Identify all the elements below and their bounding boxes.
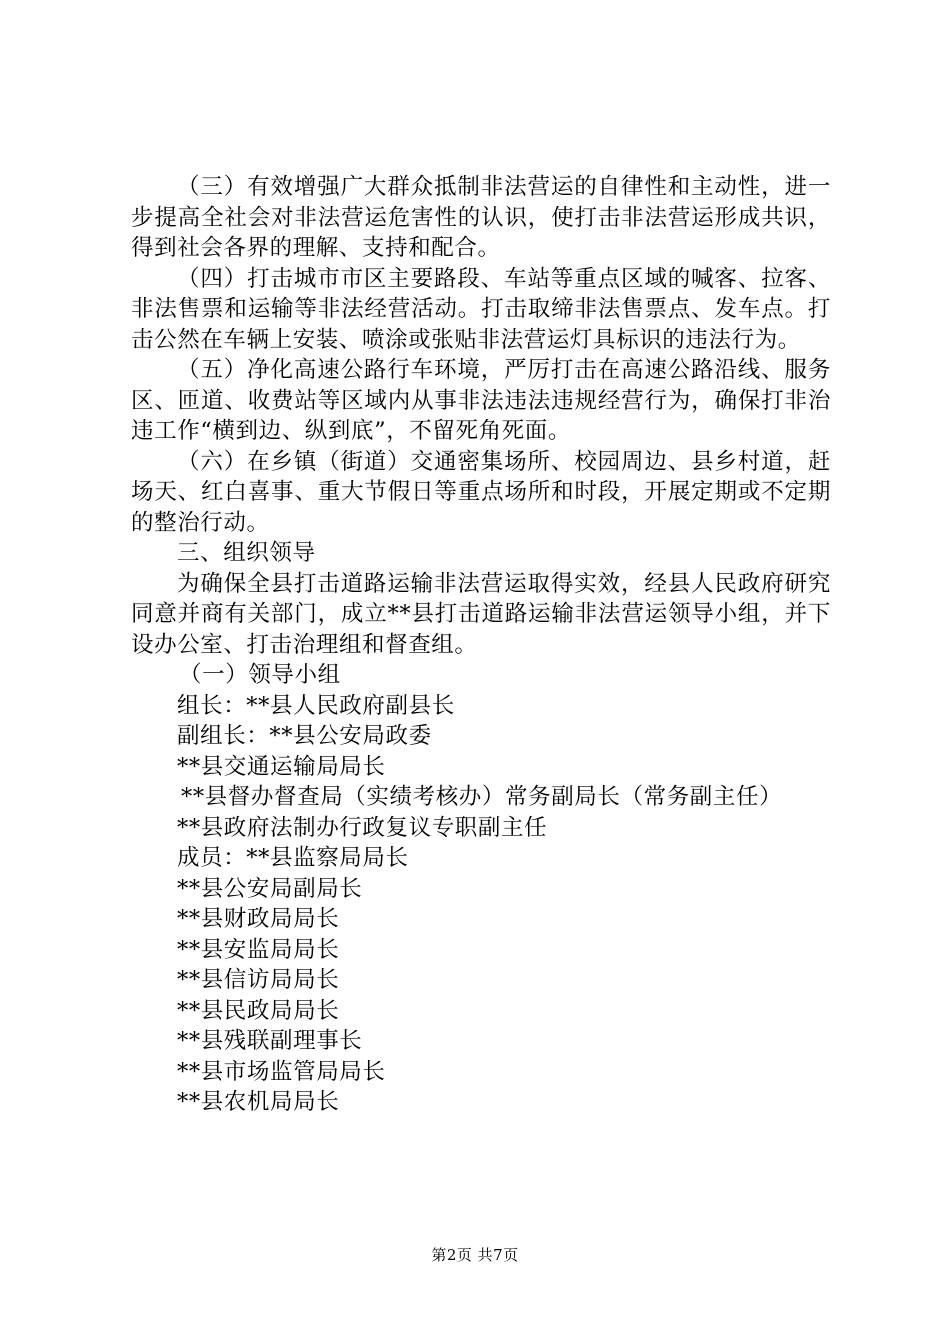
page-footer: 第2页 共7页 <box>431 1246 519 1264</box>
section-heading: 三、组织领导 <box>177 540 316 566</box>
deputy-line-transport: **县交通运输局局长 <box>177 753 386 780</box>
deputy-line-legal: **县政府法制办行政复议专职副主任 <box>177 814 548 841</box>
member-line: 成员：**县监察局局长 <box>177 845 409 871</box>
member-line: **县民政局局长 <box>177 997 340 1024</box>
paragraph-item-four: （四）打击城市市区主要路段、车站等重点区域的喊客、拉客、非法售票和运输等非法经营活动。打击取缔非法售票点、发车点。打击公然在车辆上安装、喷涂或张贴非法营运灯具标识的违法行为。 <box>131 265 831 353</box>
member-line: **县安监局局长 <box>177 936 340 963</box>
subheading-leadership-group: （一）领导小组 <box>179 662 341 688</box>
deputy-leader-line: 副组长：**县公安局政委 <box>177 723 432 749</box>
member-line: **县财政局局长 <box>177 906 340 932</box>
member-line: **县农机局局长 <box>177 1089 340 1115</box>
member-line: **县残联副理事长 <box>177 1028 363 1054</box>
paragraph-intro: 为确保全县打击道路运输非法营运取得实效，经县人民政府研究同意并商有关部门，成立**县打击道路运输非法营运领导小组，并下设办公室、打击治理组和督查组。 <box>131 570 831 658</box>
member-line: **县公安局副局长 <box>177 875 363 902</box>
deputy-line-supervision: **县督办督查局（实绩考核办）常务副局长（常务副主任） <box>181 784 783 810</box>
paragraph-item-five: （五）净化高速公路行车环境，严厉打击在高速公路沿线、服务区、匝道、收费站等区域内从事非法违法违规经营行为，确保打非治违工作“横到边、纵到底”，不留死角死面。 <box>131 357 831 444</box>
paragraph-item-three: （三）有效增强广大群众抵制非法营运的自律性和主动性，进一步提高全社会对非法营运危害性的认识，使打击非法营运形成共识，得到社会各界的理解、支持和配合。 <box>131 174 831 261</box>
leader-line: 组长：**县人民政府副县长 <box>177 692 455 719</box>
member-line: **县市场监管局局长 <box>177 1058 386 1085</box>
document-body <box>131 172 831 1118</box>
paragraph-item-six: （六）在乡镇（街道）交通密集场所、校园周边、县乡村道，赶场天、红白喜事、重大节假日等重点场所和时段，开展定期或不定期的整治行动。 <box>131 448 831 536</box>
member-line: **县信访局局长 <box>177 967 340 993</box>
